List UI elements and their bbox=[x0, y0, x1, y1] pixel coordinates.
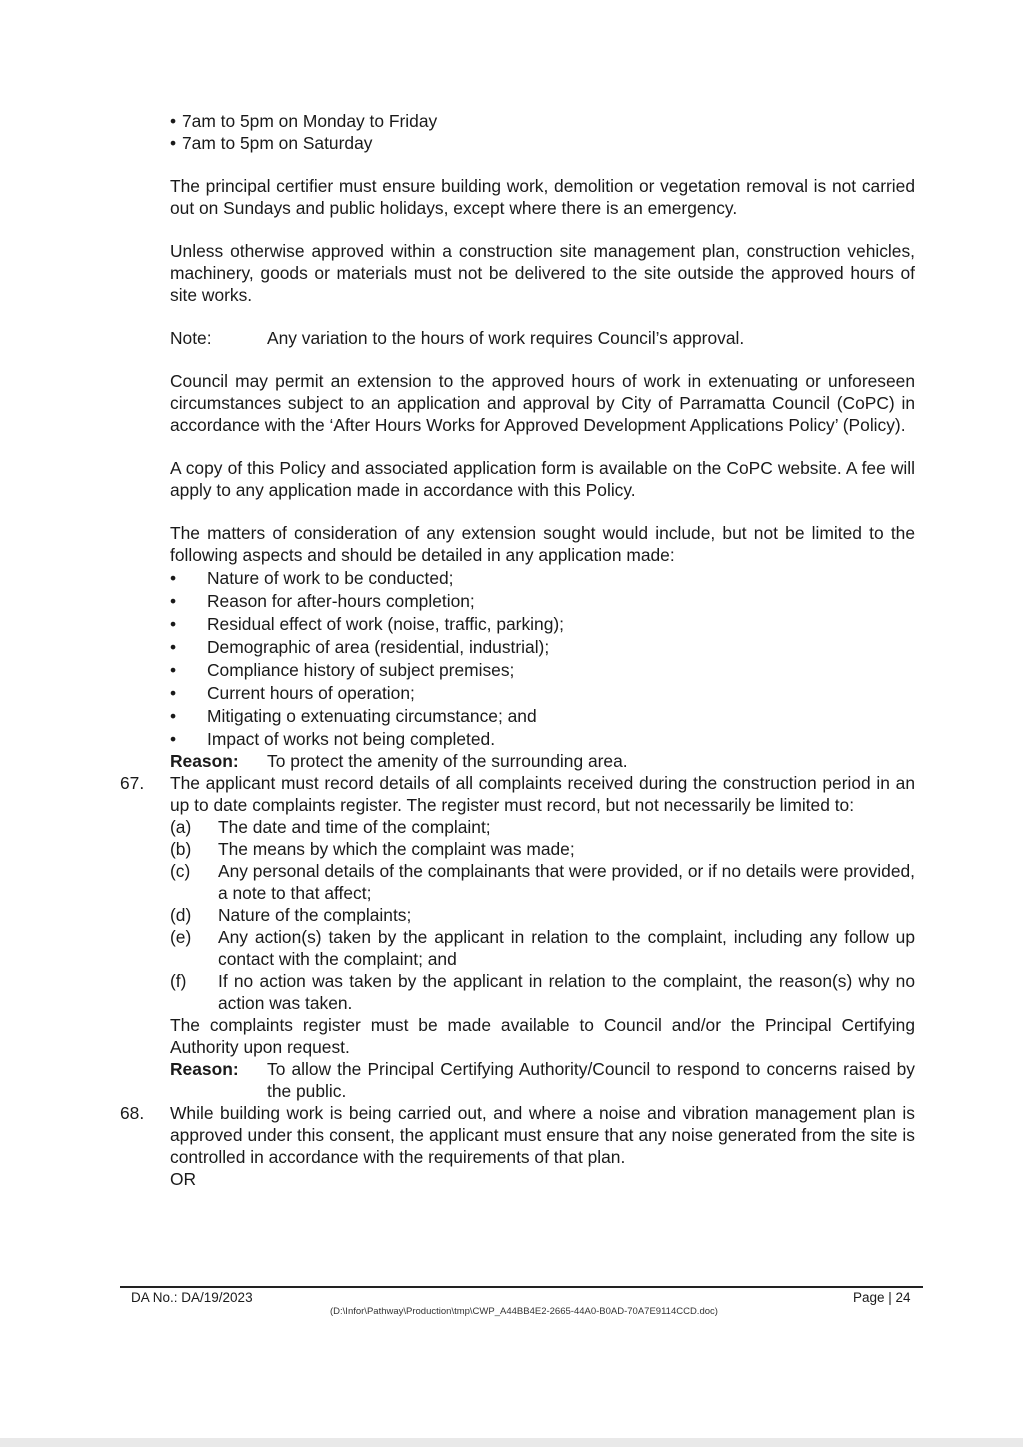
condition-intro: The applicant must record details of all complaints received during the construction period in an up to date complaints register. The register must record, but not necessarily be limited to: bbox=[170, 773, 915, 815]
bullet-icon: • bbox=[170, 568, 177, 588]
document-body bbox=[120, 110, 915, 1190]
bottom-edge bbox=[0, 1438, 1023, 1447]
paragraph-certifier: The principal certifier must ensure building work, demolition or vegetation removal is not carried out on Sundays and public holidays, except where there is an emergency. bbox=[170, 176, 915, 218]
footer-divider bbox=[120, 1286, 923, 1288]
condition-number: 68. bbox=[120, 1103, 145, 1123]
hours-list bbox=[120, 110, 915, 154]
bullet-icon: • bbox=[170, 614, 177, 634]
condition-or: OR bbox=[170, 1169, 197, 1189]
matters-list bbox=[120, 567, 915, 750]
condition-68 bbox=[120, 1102, 915, 1190]
bullet-icon: • bbox=[170, 591, 177, 611]
list-item: (e) Any action(s) taken by the applicant in relation to the complaint, including any follow up contact with the complaint; and bbox=[170, 927, 915, 969]
bullet-icon: • bbox=[170, 660, 177, 680]
list-item: • Mitigating o extenuating circumstance; and bbox=[170, 706, 537, 726]
bullet-icon: • bbox=[170, 133, 177, 153]
bullet-icon: • bbox=[170, 111, 177, 131]
footer-file-path: (D:\Infor\Pathway\Production\tmp\CWP_A44BB4E2-2665-44A0-B0AD-70A7E9114CCD.doc) bbox=[330, 1306, 718, 1317]
reason-label: Reason: bbox=[170, 1059, 239, 1079]
list-item: (b) The means by which the complaint was made; bbox=[170, 839, 575, 859]
list-item: (c) Any personal details of the complainants that were provided, or if no details were provided, a note to that affect; bbox=[170, 861, 915, 903]
reason-text: To protect the amenity of the surrounding area. bbox=[267, 751, 628, 771]
bullet-icon: • bbox=[170, 706, 177, 726]
footer-page-number: Page | 24 bbox=[853, 1290, 911, 1305]
list-item: • Residual effect of work (noise, traffic, parking); bbox=[170, 614, 564, 634]
note-text: Any variation to the hours of work requires Council’s approval. bbox=[267, 328, 745, 348]
condition-closing: The complaints register must be made available to Council and/or the Principal Certifying Authority upon request. bbox=[170, 1015, 915, 1057]
list-item: • 7am to 5pm on Saturday bbox=[170, 133, 373, 153]
footer-da-number: DA No.: DA/19/2023 bbox=[131, 1290, 253, 1305]
note bbox=[120, 327, 915, 349]
list-item: • Demographic of area (residential, industrial); bbox=[170, 637, 550, 657]
condition-number: 67. bbox=[120, 773, 145, 793]
list-item: • Current hours of operation; bbox=[170, 683, 415, 703]
paragraph-matters: The matters of consideration of any extension sought would include, but not be limited to the following aspects and should be detailed in any application made: bbox=[170, 523, 915, 565]
reason-67 bbox=[170, 1058, 915, 1102]
paragraph-extension: Council may permit an extension to the approved hours of work in extenuating or unforeseen circumstances subject to an application and approval by City of Parramatta Council (CoPC) in accordance with the ‘After Hours Works for Approved Development Applications Policy’ (Policy). bbox=[170, 371, 915, 435]
condition-text: While building work is being carried out, and where a noise and vibration management plan is approved under this consent, the applicant must ensure that any noise generated from the site is controlled in accordance with the requirements of that plan. bbox=[170, 1103, 915, 1167]
list-item: • Reason for after-hours completion; bbox=[170, 591, 475, 611]
list-item: • Compliance history of subject premises; bbox=[170, 660, 515, 680]
reason-label: Reason: bbox=[170, 751, 239, 771]
condition-67 bbox=[120, 772, 915, 1102]
list-item: (f) If no action was taken by the applicant in relation to the complaint, the reason(s) why no action was taken. bbox=[170, 971, 915, 1013]
list-item: (d) Nature of the complaints; bbox=[170, 905, 412, 925]
bullet-icon: • bbox=[170, 729, 177, 749]
reason-text: To allow the Principal Certifying Authority/Council to respond to concerns raised by the public. bbox=[267, 1059, 915, 1101]
list-item: • 7am to 5pm on Monday to Friday bbox=[170, 111, 438, 131]
paragraph-policy-copy: A copy of this Policy and associated application form is available on the CoPC website. A fee will apply to any application made in accordance with this Policy. bbox=[170, 458, 915, 500]
reason-66 bbox=[120, 750, 915, 772]
paragraph-delivery: Unless otherwise approved within a construction site management plan, construction vehicles, machinery, goods or materials must not be delivered to the site outside the approved hours of site works. bbox=[170, 241, 915, 305]
list-item: (a) The date and time of the complaint; bbox=[170, 817, 491, 837]
bullet-icon: • bbox=[170, 683, 177, 703]
list-item: • Nature of work to be conducted; bbox=[170, 568, 454, 588]
list-item: • Impact of works not being completed. bbox=[170, 729, 496, 749]
bullet-icon: • bbox=[170, 637, 177, 657]
note-label: Note: bbox=[170, 328, 212, 348]
